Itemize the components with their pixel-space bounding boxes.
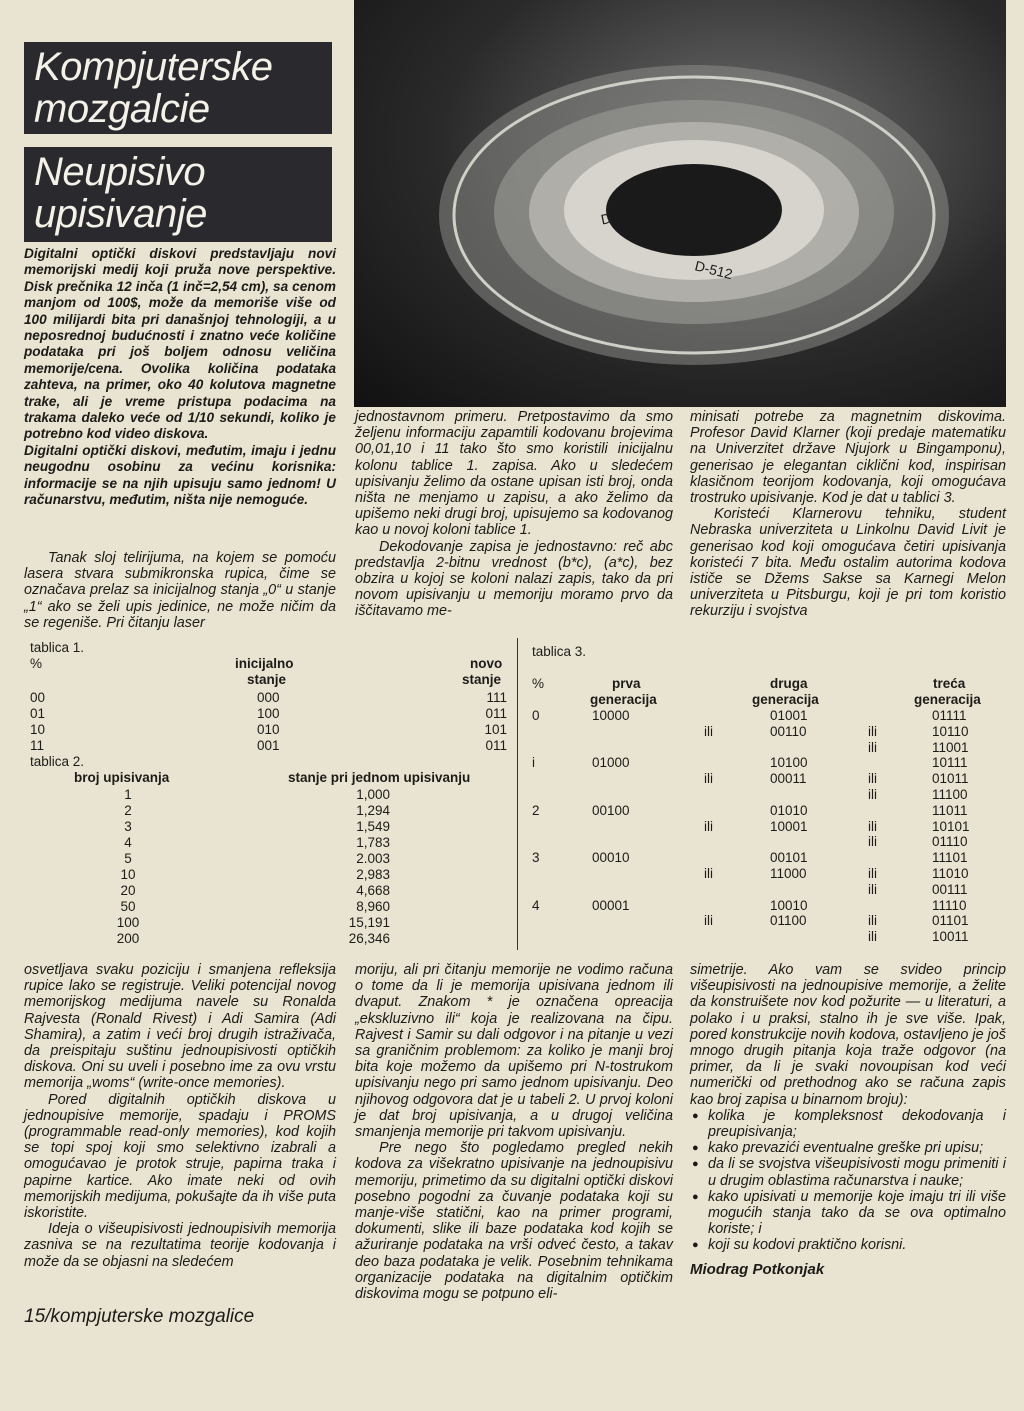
table1-cell-initial: 000 bbox=[257, 690, 280, 705]
table3-cell-ili: ili bbox=[704, 866, 713, 881]
table3-cell-gen2: 01001 bbox=[770, 708, 808, 723]
table2-header-count: broj upisivanja bbox=[74, 770, 170, 785]
table1-cell-initial: 010 bbox=[257, 722, 280, 737]
col3-top-paragraph-1: minisati potrebe za magnetnim diskovima. Profesor David Klarner (koji predaje matematiku na Univerzitet države Njujork u Bingamponu), generisao je elegantan ciklični kod, inspirisan klasičnom teorijom kodovanja, koji omogućava trostruko upisivanje. Kod je dat u tablici 3. bbox=[690, 409, 1006, 507]
table1-caption: tablica 1. bbox=[30, 640, 85, 655]
table2-cell-state: 15,191 bbox=[348, 915, 390, 930]
table3-cell-ili: ili bbox=[868, 913, 877, 929]
table3-cell-gen3: 11001 bbox=[932, 739, 969, 755]
col1-bottom-paragraph-2: Pored digitalnih optičkih diskova u jednoupisive memorije, spadaju i PROMS (programmable read-only memories), kod kojih se topi spoj koji smo selektivno izabrali a omogućavao je protok struje, papirna traka i papirne kartice. Ako imate neki od ovih memorijskih medijuma, pokušajte da ih više puta iskoristite. bbox=[24, 1091, 336, 1222]
table-3 bbox=[530, 638, 1000, 950]
col2-bottom-text bbox=[355, 962, 673, 1302]
table3-cell-gen3: 01111 bbox=[932, 708, 967, 723]
table2-cell-state: 4,668 bbox=[356, 883, 390, 898]
table1-cell-initial: 100 bbox=[257, 706, 280, 721]
question-list bbox=[690, 1108, 1006, 1254]
table1-header-pct: % bbox=[30, 656, 43, 671]
tables-1-2 bbox=[30, 638, 515, 950]
table3-cell-ili: ili bbox=[704, 723, 713, 739]
table3-cell-gen3: 10111 bbox=[932, 755, 968, 771]
table1-header-new-1: novo bbox=[470, 656, 503, 671]
table3-cell-gen3: 11101 bbox=[932, 850, 968, 866]
table1-cell-new: 101 bbox=[484, 722, 507, 737]
list-item: ● kolika je kompleksnost dekodovanja i preupisivanja; bbox=[690, 1108, 1006, 1140]
table3-header-gen1-b: generacija bbox=[590, 692, 657, 707]
table3-cell-pct: i bbox=[532, 755, 535, 771]
table3-cell-gen3: 01011 bbox=[932, 771, 969, 787]
table1-header-new-2: stanje bbox=[462, 672, 502, 687]
table2-cell-count: 2 bbox=[124, 803, 132, 818]
table3-cell-gen3: 00111 bbox=[932, 881, 968, 897]
table3-cell-ili: ili bbox=[704, 771, 713, 787]
list-item: ● kako prevazići eventualne greške pri upisu; bbox=[690, 1140, 1006, 1156]
table3-cell-ili: ili bbox=[868, 834, 877, 850]
table2-cell-count: 3 bbox=[124, 819, 132, 834]
table2-caption: tablica 2. bbox=[30, 754, 85, 769]
table1-cell-new: 111 bbox=[486, 690, 507, 705]
col2-bottom-paragraph-2: Pre nego što pogledamo pregled nekih kodova za višekratno upisivanje na jednoupisivu memoriju, primetimo da su digitalni optički diskovi posebno pogodni za čuvanje podataka koji su manje-više statični, kao na primer programi, dokumenti, slike ili baze podataka kod kojih se ažuriranje podataka na vrši odveć često, a takav deo baza podataka je velik. Posebnim tehnikama organizacije podataka na digitalnim optičkim diskovima mogu se potpuno eli- bbox=[355, 1140, 673, 1303]
table3-cell-gen1: 10000 bbox=[592, 708, 630, 723]
table2-cell-state: 26,346 bbox=[348, 931, 390, 946]
table3-cell-gen2: 11000 bbox=[770, 866, 807, 881]
list-item: ● da li se svojstva višeupisivosti mogu primeniti i u drugim oblastima računarstva i nauke; bbox=[690, 1156, 1006, 1188]
table3-header-gen1-a: prva bbox=[612, 676, 641, 691]
disk-label: DIGITAL OPTICAL DISK bbox=[599, 180, 753, 228]
col1-bottom-text bbox=[24, 962, 336, 1270]
table2-cell-state: 8,960 bbox=[356, 899, 390, 914]
col1-top-paragraph: Tanak sloj telirijuma, na kojem se pomoću lasera stvara submikronska rupica, čime se označava prelaz sa inicijalnog stanja „0“ u stanje „1“ ako se želi upis jedinice, ne može ničim da se regeniše. Pri čitanju laser bbox=[24, 550, 336, 631]
table3-cell-gen3: 11100 bbox=[932, 787, 968, 802]
page-title: Kompjuterske mozgalcie bbox=[34, 45, 273, 131]
table3-header-gen2-a: druga bbox=[770, 676, 808, 691]
table3-cell-pct: 0 bbox=[532, 708, 540, 723]
table3-cell-pct: 3 bbox=[532, 850, 540, 866]
table3-cell-gen3: 10011 bbox=[932, 929, 969, 945]
article-title: Neupisivo upisivanje bbox=[34, 150, 207, 236]
page-footer: 15/kompjuterske mozgalice bbox=[24, 1306, 255, 1327]
table3-cell-ili: ili bbox=[704, 913, 713, 929]
table3-cell-gen3: 01110 bbox=[932, 834, 968, 850]
optical-disk-illustration bbox=[354, 0, 1006, 407]
table3-cell-gen2: 10100 bbox=[770, 755, 808, 771]
list-item: ● koji su kodovi praktično korisni. bbox=[690, 1237, 1006, 1253]
table2-cell-state: 1,000 bbox=[356, 787, 390, 802]
table3-cell-gen3: 10110 bbox=[932, 723, 969, 739]
table1-cell-new: 011 bbox=[485, 738, 507, 753]
table3-cell-gen2: 01010 bbox=[770, 802, 808, 818]
table3-cell-ili: ili bbox=[868, 881, 877, 897]
table2-cell-count: 4 bbox=[124, 835, 132, 850]
table3-cell-ili: ili bbox=[704, 818, 713, 834]
col3-bottom-text bbox=[690, 962, 1006, 1278]
table3-header-gen3-a: treća bbox=[933, 676, 966, 691]
disk-photo bbox=[354, 0, 1006, 407]
table3-cell-gen2: 00011 bbox=[770, 771, 807, 787]
table3-cell-gen2: 00101 bbox=[770, 850, 808, 866]
table3-cell-gen2: 01100 bbox=[770, 913, 807, 929]
table3-cell-ili: ili bbox=[868, 739, 877, 755]
table2-header-state: stanje pri jednom upisivanju bbox=[288, 770, 471, 785]
col1-bottom-paragraph-3: Ideja o višeupisivosti jednoupisivih memorija zasniva se na rezultatima teorije kodovanja i može da se objasni na sledećem bbox=[24, 1221, 336, 1270]
page-title-banner bbox=[24, 42, 332, 134]
table3-cell-gen2: 10001 bbox=[770, 818, 808, 834]
table3-cell-ili: ili bbox=[868, 866, 877, 881]
table1-cell-new: 011 bbox=[485, 706, 507, 721]
col1-bottom-paragraph-1: osvetljava svaku poziciju i smanjena refleksija rupice lako se registruje. Veliki potencijal novog memorijskog medijuma navele su Ronalda Rajvesta (Ronald Rivest) i Adi Samira (Adi Shamira), a zatim i veći broj drugih istraživača, da preispitaju suštinu jednoupisivosti optičkih diskova. Oni su uveli i posebno ime za ovu vrstu memorija „woms“ (write-once memories). bbox=[24, 962, 336, 1092]
table3-header-gen2-b: generacija bbox=[752, 692, 819, 707]
table3-cell-gen1: 00001 bbox=[592, 897, 630, 913]
table2-cell-count: 5 bbox=[124, 851, 132, 866]
table3-header-gen3-b: generacija bbox=[914, 692, 981, 707]
col3-bottom-paragraph-1: simetrije. Ako vam se svideo princip višeupisivosti na jednoupisive memorije, a želite da konstruišete nov kod požurite — u literaturi, a polako i u praksi, stalno ih je sve više. Ipak, pored konstrukcije novih kodova, ostavljeno je još mnogo drugih pitanja koja traže odgovor (na primer, da li je svaki novoupisan kod veći numerički od prethodnog ako se računa zapis kao broj zapisa u binarnom broju): bbox=[690, 962, 1006, 1108]
col2-top-text bbox=[355, 409, 673, 620]
table3-cell-gen1: 00010 bbox=[592, 850, 630, 866]
table3-cell-gen2: 10010 bbox=[770, 897, 808, 913]
table2-cell-state: 2,983 bbox=[356, 867, 390, 882]
table2-cell-state: 1,783 bbox=[356, 835, 390, 850]
table2-cell-state: 2.003 bbox=[356, 851, 390, 866]
col1-top-text bbox=[24, 550, 336, 631]
author-signature: Miodrag Potkonjak bbox=[690, 1260, 825, 1278]
article-title-banner bbox=[24, 147, 332, 242]
table1-cell-pct: 11 bbox=[30, 738, 45, 753]
table3-cell-ili: ili bbox=[868, 929, 877, 945]
table3-cell-gen1: 00100 bbox=[592, 802, 630, 818]
table3-cell-gen3: 11011 bbox=[932, 802, 968, 818]
col2-top-paragraph-1: jednostavnom primeru. Pretpostavimo da smo željenu informaciju zapamtili kodovanu brojevima 00,01,10 i 11 tako što smo koristili inicijalnu kolonu tablice 1. zapisa. Ako u sledećem upisivanju želimo da ostane upisan isti broj, onda ništa ne menjamo u zapisu, a ako želimo da upišemo neki drugi broj, upisujemo sa kodovanog kao u novoj koloni tablice 1. bbox=[355, 409, 673, 539]
table3-caption: tablica 3. bbox=[532, 644, 587, 659]
lead-paragraph-2: Digitalni optički diskovi, međutim, imaju i jednu neugodnu osobinu za većinu korisnika: informacije se na njih upisuju samo jednom! U računarstvu, međutim, ništa nije nemoguće. bbox=[24, 442, 336, 508]
table2-cell-count: 20 bbox=[120, 883, 136, 898]
table2-cell-count: 1 bbox=[124, 787, 132, 802]
table2-cell-state: 1,294 bbox=[356, 803, 390, 818]
table1-header-initial-1: inicijalno bbox=[235, 656, 294, 671]
table3-cell-gen3: 11110 bbox=[932, 897, 967, 913]
col3-top-text bbox=[690, 409, 1006, 620]
table2-cell-count: 200 bbox=[116, 931, 140, 946]
table3-cell-pct: 4 bbox=[532, 897, 540, 913]
table2-cell-state: 1,549 bbox=[356, 819, 390, 834]
table3-cell-ili: ili bbox=[868, 771, 877, 787]
table3-cell-ili: ili bbox=[868, 787, 877, 802]
table3-header-pct: % bbox=[532, 676, 545, 691]
table3-cell-gen1: 01000 bbox=[592, 755, 630, 771]
table3-cell-gen3: 10101 bbox=[932, 818, 970, 834]
table1-cell-pct: 01 bbox=[30, 706, 46, 721]
table3-cell-gen2: 00110 bbox=[770, 723, 807, 739]
lead-paragraph-1: Digitalni optički diskovi predstavljaju novi memorijski medij koji pruža nove perspektive. Disk prečnika 12 inča (1 inč=2,54 cm), sa cenom manjom od 100$, može da memoriše više od 100 milijardi bita pri današnjoj tehnologiji, a u neposrednoj budućnosti i znatno veće količine podataka pri još boljem odnosu veličina memorije/cena. Ovolika količina podataka zahteva, na primer, oko 40 kolutova magnetne trake, ali je vreme pristupa podacima na trakama daleko veće od 1/10 sekundi, koliko je potrebno kod video diskova. bbox=[24, 246, 336, 442]
table1-header-initial-2: stanje bbox=[247, 672, 287, 687]
table1-cell-initial: 001 bbox=[257, 738, 280, 753]
table2-cell-count: 100 bbox=[116, 915, 140, 930]
col2-bottom-paragraph-1: moriju, ali pri čitanju memorije ne vodimo računa o tome da li je memorija upisivana jednom ili dvaput. Znakom * je označena opreacija „ekskluzivno ili“ koja je realizovana na čipu. Rajvest i Samir su dali odgovor i na pitanje u vezi sa graničnim problemom: za koliko je manji broj bita koje možemo da upišemo pri N-tostrukom upisivanju nego pri samo jednom upisivanju. Deo njihovog odgovora dat je u tabeli 2. U prvoj koloni je dat broj upisivanja, a u drugoj veličina smanjenja memorije pri takvom upisivanju. bbox=[355, 962, 673, 1141]
disk-code: D-512 bbox=[693, 257, 735, 283]
table1-cell-pct: 00 bbox=[30, 690, 46, 705]
table3-cell-gen3: 01101 bbox=[932, 913, 969, 929]
table-divider bbox=[517, 638, 518, 950]
table3-cell-gen3: 11010 bbox=[932, 866, 969, 881]
col3-top-paragraph-2: Koristeći Klarnerovu tehniku, student Nebraska univerziteta u Linkolnu David Livit je generisao kod koji omogućava četiri upisivanja koristeći 7 bita. Među ostalim autorima kodova ističe se Džems Sakse sa Karnegi Melon univerziteta u Pitsburgu, koji je pri tom koristio rekurziju i svojstva bbox=[690, 506, 1006, 620]
table3-cell-ili: ili bbox=[868, 723, 877, 739]
table3-cell-ili: ili bbox=[868, 818, 877, 834]
table3-cell-pct: 2 bbox=[532, 802, 540, 818]
col2-top-paragraph-2: Dekodovanje zapisa je jednostavno: reč abc predstavlja 2-bitnu vrednost (b*c), (a*c), bez obzira u kojoj se koloni nalazi zapis, tako da pri novom upisivanju u memoriju moramo prvo da iščitavamo me- bbox=[355, 538, 673, 620]
list-item: ● kako upisivati u memorije koje imaju tri ili više mogućih stanja tako da se ova optimalno koriste; i bbox=[690, 1189, 1006, 1238]
table2-cell-count: 50 bbox=[120, 899, 136, 914]
table1-cell-pct: 10 bbox=[30, 722, 46, 737]
lead-text bbox=[24, 246, 336, 509]
table2-cell-count: 10 bbox=[120, 867, 136, 882]
